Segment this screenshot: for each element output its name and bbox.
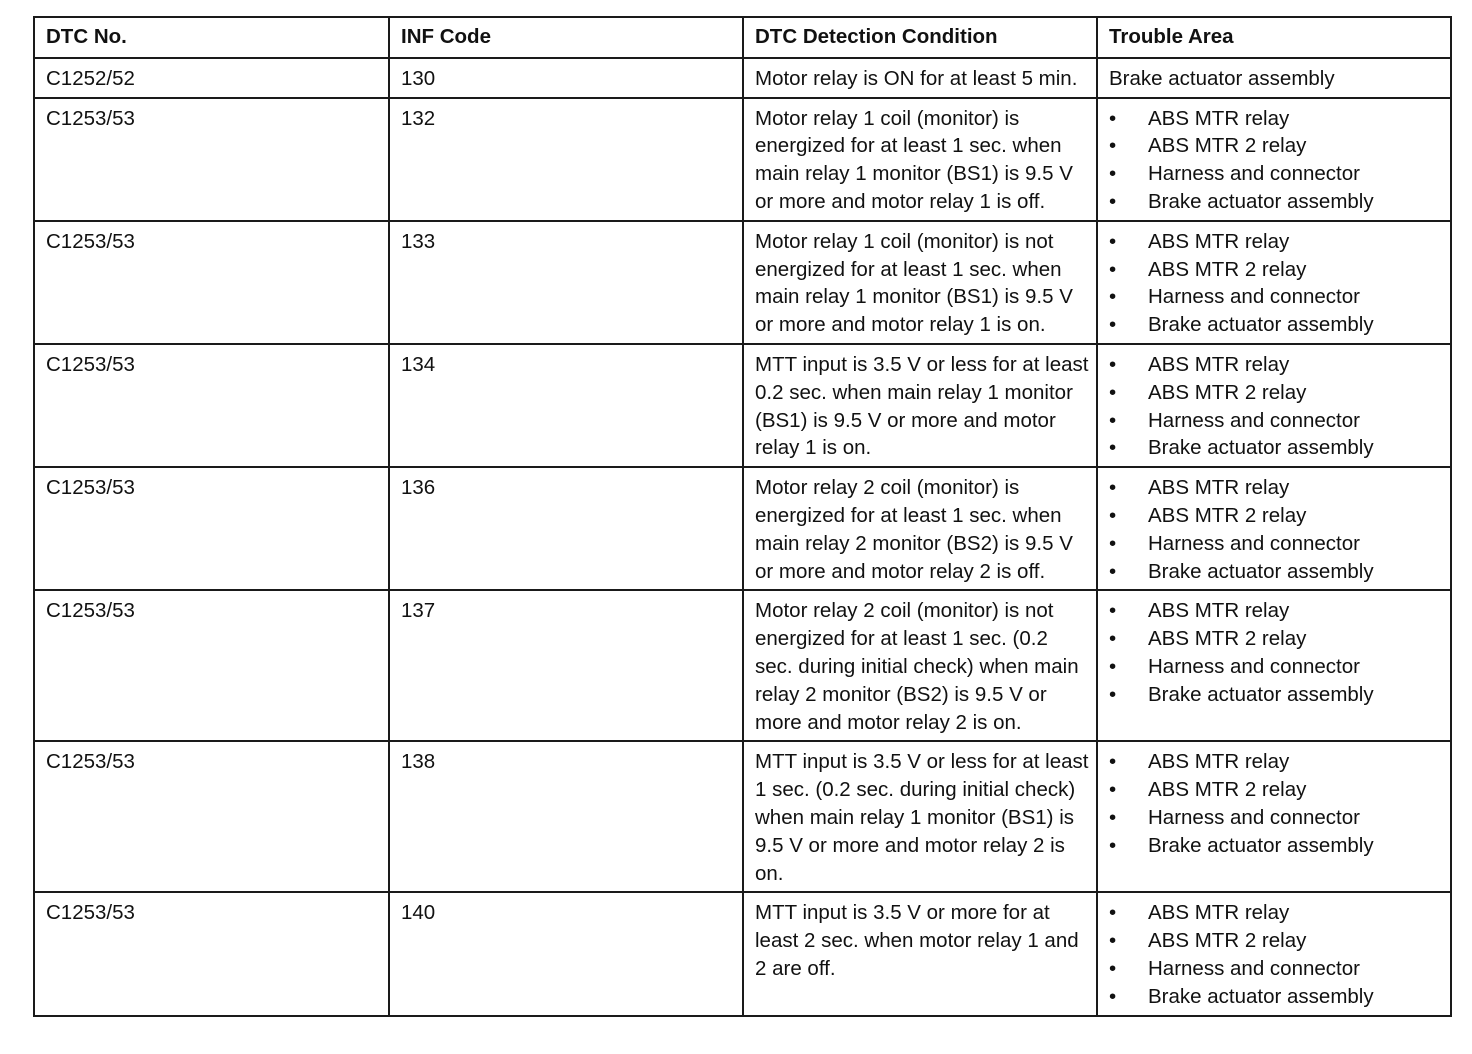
trouble-area-item <box>1109 776 1440 804</box>
table-row <box>34 344 1451 467</box>
trouble-area-label: Brake actuator assembly <box>1148 189 1374 213</box>
trouble-area-label: ABS MTR relay <box>1148 599 1290 623</box>
detection-condition-cell: Motor relay 1 coil (monitor) is not energized for at least 1 sec. when main relay 1 monitor (BS1) is 9.5 V or more and motor relay 1 is on. <box>743 221 1097 344</box>
header-inf-code: INF Code <box>389 17 743 58</box>
trouble-area-item <box>1109 558 1440 586</box>
dtc-table <box>33 16 1452 1017</box>
bullet-icon: • <box>1109 285 1117 309</box>
trouble-area-label: Brake actuator assembly <box>1148 559 1374 583</box>
trouble-area-label: Harness and connector <box>1148 285 1360 309</box>
bullet-icon: • <box>1109 531 1117 555</box>
trouble-area-label: ABS MTR 2 relay <box>1148 134 1307 158</box>
trouble-area-label: ABS MTR 2 relay <box>1148 503 1307 527</box>
bullet-icon: • <box>1109 134 1117 158</box>
detection-condition-cell: Motor relay 2 coil (monitor) is energized for at least 1 sec. when main relay 2 monitor (BS2) is 9.5 V or more and motor relay 2 is off. <box>743 467 1097 590</box>
table-row <box>34 590 1451 741</box>
trouble-area-cell <box>1097 741 1451 892</box>
header-dtc-no: DTC No. <box>34 17 389 58</box>
trouble-area-item <box>1109 502 1440 530</box>
trouble-area-list <box>1109 351 1440 462</box>
bullet-icon: • <box>1109 627 1117 651</box>
trouble-area-item <box>1109 407 1440 435</box>
trouble-area-item <box>1109 105 1440 133</box>
trouble-area-label: ABS MTR 2 relay <box>1148 257 1307 281</box>
trouble-area-item <box>1109 474 1440 502</box>
trouble-area-list <box>1109 748 1440 859</box>
trouble-area-item <box>1109 530 1440 558</box>
trouble-area-item <box>1109 311 1440 339</box>
bullet-icon: • <box>1109 189 1117 213</box>
trouble-area-label: Brake actuator assembly <box>1148 833 1374 857</box>
table-row <box>34 467 1451 590</box>
trouble-area-item <box>1109 351 1440 379</box>
bullet-icon: • <box>1109 956 1117 980</box>
detection-condition-cell: Motor relay 1 coil (monitor) is energized for at least 1 sec. when main relay 1 monitor (BS1) is 9.5 V or more and motor relay 1 is off. <box>743 98 1097 221</box>
trouble-area-item <box>1109 681 1440 709</box>
inf-code-cell: 137 <box>389 590 743 741</box>
trouble-area-cell <box>1097 58 1451 98</box>
bullet-icon: • <box>1109 503 1117 527</box>
trouble-area-item <box>1109 748 1440 776</box>
bullet-icon: • <box>1109 229 1117 253</box>
trouble-area-item <box>1109 832 1440 860</box>
bullet-icon: • <box>1109 682 1117 706</box>
trouble-area-label: ABS MTR relay <box>1148 750 1290 774</box>
trouble-area-label: ABS MTR relay <box>1148 352 1290 376</box>
bullet-icon: • <box>1109 313 1117 337</box>
trouble-area-item <box>1109 434 1440 462</box>
detection-condition-cell: Motor relay is ON for at least 5 min. <box>743 58 1097 98</box>
dtc-number-cell: C1253/53 <box>34 344 389 467</box>
trouble-area-label: ABS MTR relay <box>1148 229 1290 253</box>
trouble-area-list <box>1109 228 1440 339</box>
trouble-area-cell <box>1097 467 1451 590</box>
trouble-area-label: ABS MTR 2 relay <box>1148 627 1307 651</box>
bullet-icon: • <box>1109 162 1117 186</box>
trouble-area-label: ABS MTR relay <box>1148 901 1290 925</box>
bullet-icon: • <box>1109 352 1117 376</box>
trouble-area-label: Brake actuator assembly <box>1148 436 1374 460</box>
trouble-area-label: Brake actuator assembly <box>1148 313 1374 337</box>
trouble-area-label: Harness and connector <box>1148 956 1360 980</box>
inf-code-cell: 136 <box>389 467 743 590</box>
dtc-number-cell: C1253/53 <box>34 892 389 1015</box>
trouble-area-label: Harness and connector <box>1148 654 1360 678</box>
table-header <box>34 17 1451 58</box>
trouble-area-label: ABS MTR 2 relay <box>1148 929 1307 953</box>
bullet-icon: • <box>1109 559 1117 583</box>
trouble-area-list <box>1109 597 1440 708</box>
table-row <box>34 98 1451 221</box>
trouble-area-list <box>1109 105 1440 216</box>
bullet-icon: • <box>1109 436 1117 460</box>
bullet-icon: • <box>1109 654 1117 678</box>
trouble-area-cell <box>1097 590 1451 741</box>
trouble-area-item <box>1109 927 1440 955</box>
trouble-area-label: Harness and connector <box>1148 531 1360 555</box>
dtc-number-cell: C1253/53 <box>34 467 389 590</box>
detection-condition-cell: Motor relay 2 coil (monitor) is not energized for at least 1 sec. (0.2 sec. during initial check) when main relay 2 monitor (BS2) is 9.5 V or more and motor relay 2 is on. <box>743 590 1097 741</box>
trouble-area-item <box>1109 256 1440 284</box>
trouble-area-item <box>1109 804 1440 832</box>
trouble-area-label: Brake actuator assembly <box>1148 984 1374 1008</box>
bullet-icon: • <box>1109 929 1117 953</box>
trouble-area-item <box>1109 983 1440 1011</box>
table-row <box>34 58 1451 98</box>
trouble-area-list <box>1109 899 1440 1010</box>
trouble-area-item <box>1109 283 1440 311</box>
trouble-area-label: ABS MTR 2 relay <box>1148 778 1307 802</box>
trouble-area-label: Harness and connector <box>1148 408 1360 432</box>
trouble-area-item <box>1109 132 1440 160</box>
bullet-icon: • <box>1109 599 1117 623</box>
trouble-area-item <box>1109 188 1440 216</box>
bullet-icon: • <box>1109 408 1117 432</box>
table-body <box>34 58 1451 1016</box>
header-detection-condition: DTC Detection Condition <box>743 17 1097 58</box>
inf-code-cell: 140 <box>389 892 743 1015</box>
table-row <box>34 892 1451 1015</box>
trouble-area-label: Harness and connector <box>1148 805 1360 829</box>
inf-code-cell: 138 <box>389 741 743 892</box>
bullet-icon: • <box>1109 984 1117 1008</box>
dtc-number-cell: C1253/53 <box>34 741 389 892</box>
bullet-icon: • <box>1109 901 1117 925</box>
bullet-icon: • <box>1109 106 1117 130</box>
trouble-area-item <box>1109 160 1440 188</box>
trouble-area-cell <box>1097 98 1451 221</box>
dtc-number-cell: C1253/53 <box>34 98 389 221</box>
trouble-area-label: ABS MTR 2 relay <box>1148 380 1307 404</box>
bullet-icon: • <box>1109 833 1117 857</box>
bullet-icon: • <box>1109 380 1117 404</box>
bullet-icon: • <box>1109 750 1117 774</box>
trouble-area-text: Brake actuator assembly <box>1109 66 1335 90</box>
header-trouble-area: Trouble Area <box>1097 17 1451 58</box>
inf-code-cell: 134 <box>389 344 743 467</box>
trouble-area-item <box>1109 379 1440 407</box>
dtc-number-cell: C1253/53 <box>34 221 389 344</box>
bullet-icon: • <box>1109 805 1117 829</box>
bullet-icon: • <box>1109 778 1117 802</box>
trouble-area-label: Brake actuator assembly <box>1148 682 1374 706</box>
trouble-area-label: Harness and connector <box>1148 162 1360 186</box>
bullet-icon: • <box>1109 257 1117 281</box>
bullet-icon: • <box>1109 476 1117 500</box>
trouble-area-list <box>1109 474 1440 585</box>
trouble-area-item <box>1109 653 1440 681</box>
inf-code-cell: 132 <box>389 98 743 221</box>
detection-condition-cell: MTT input is 3.5 V or less for at least 1 sec. (0.2 sec. during initial check) when main relay 1 monitor (BS1) is 9.5 V or more and motor relay 2 is on. <box>743 741 1097 892</box>
inf-code-cell: 133 <box>389 221 743 344</box>
trouble-area-label: ABS MTR relay <box>1148 106 1290 130</box>
detection-condition-cell: MTT input is 3.5 V or more for at least 2 sec. when motor relay 1 and 2 are off. <box>743 892 1097 1015</box>
trouble-area-cell <box>1097 344 1451 467</box>
trouble-area-label: ABS MTR relay <box>1148 476 1290 500</box>
trouble-area-item <box>1109 899 1440 927</box>
table-row <box>34 221 1451 344</box>
dtc-number-cell: C1253/53 <box>34 590 389 741</box>
trouble-area-cell <box>1097 892 1451 1015</box>
trouble-area-item <box>1109 228 1440 256</box>
trouble-area-cell <box>1097 221 1451 344</box>
header-row <box>34 17 1451 58</box>
detection-condition-cell: MTT input is 3.5 V or less for at least 0.2 sec. when main relay 1 monitor (BS1) is 9.5 V or more and motor relay 1 is on. <box>743 344 1097 467</box>
trouble-area-item <box>1109 625 1440 653</box>
dtc-number-cell: C1252/52 <box>34 58 389 98</box>
trouble-area-item <box>1109 597 1440 625</box>
inf-code-cell: 130 <box>389 58 743 98</box>
table-row <box>34 741 1451 892</box>
trouble-area-item <box>1109 955 1440 983</box>
